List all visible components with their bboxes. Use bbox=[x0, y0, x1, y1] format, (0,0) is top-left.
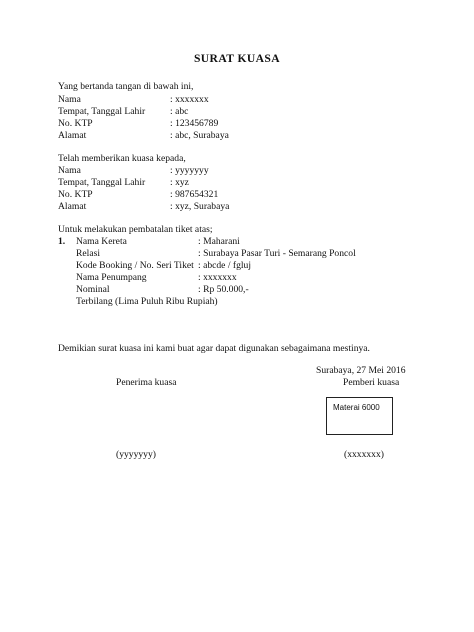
ticket-route-label: Relasi bbox=[76, 248, 100, 259]
grantor-birth-value: : abc bbox=[170, 106, 189, 117]
page-title: SURAT KUASA bbox=[193, 52, 281, 65]
ticket-train-label: Nama Kereta bbox=[76, 236, 127, 247]
intro-text: Yang bertanda tangan di bawah ini, bbox=[58, 81, 194, 92]
giver-name: (xxxxxxx) bbox=[344, 449, 384, 460]
grantor-name-value: : xxxxxxx bbox=[170, 94, 209, 105]
grantor-address-label: Alamat bbox=[58, 130, 87, 141]
ticket-booking-value: : abcde / fgluj bbox=[198, 260, 252, 271]
giver-label: Pemberi kuasa bbox=[343, 377, 400, 388]
stamp-box bbox=[326, 397, 393, 435]
purpose-text: Untuk melakukan pembatalan tiket atas; bbox=[58, 224, 213, 235]
ticket-amount-label: Nominal bbox=[76, 284, 110, 295]
item-number: 1. bbox=[58, 236, 66, 247]
grantor-ktp-value: : 123456789 bbox=[170, 118, 219, 129]
place-date: Surabaya, 27 Mei 2016 bbox=[316, 365, 406, 376]
amount-in-words: Terbilang (Lima Puluh Ribu Rupiah) bbox=[76, 296, 218, 307]
grantee-ktp-label: No. KTP bbox=[58, 189, 93, 200]
ticket-train-value: : Maharani bbox=[198, 236, 240, 247]
grantor-address-value: : abc, Surabaya bbox=[170, 130, 229, 141]
grantee-ktp-value: : 987654321 bbox=[170, 189, 219, 200]
recipient-label: Penerima kuasa bbox=[116, 377, 177, 388]
ticket-amount-value: : Rp 50.000,- bbox=[198, 284, 249, 295]
grantee-birth-label: Tempat, Tanggal Lahir bbox=[58, 177, 146, 188]
ticket-passenger-label: Nama Penumpang bbox=[76, 272, 147, 283]
grantor-ktp-label: No. KTP bbox=[58, 118, 93, 129]
closing-text: Demikian surat kuasa ini kami buat agar dapat digunakan sebagaimana mestinya. bbox=[58, 343, 370, 354]
stamp-text: Materai 6000 bbox=[333, 403, 380, 412]
grant-text: Telah memberikan kuasa kepada, bbox=[58, 153, 186, 164]
grantee-address-label: Alamat bbox=[58, 201, 87, 212]
grantee-name-value: : yyyyyyy bbox=[170, 165, 209, 176]
ticket-booking-label: Kode Booking / No. Seri Tiket bbox=[76, 260, 194, 271]
grantee-address-value: : xyz, Surabaya bbox=[170, 201, 230, 212]
grantor-name-label: Nama bbox=[58, 94, 81, 105]
grantee-birth-value: : xyz bbox=[170, 177, 189, 188]
ticket-route-value: : Surabaya Pasar Turi - Semarang Poncol bbox=[198, 248, 356, 259]
ticket-passenger-value: : xxxxxxx bbox=[198, 272, 237, 283]
grantor-birth-label: Tempat, Tanggal Lahir bbox=[58, 106, 146, 117]
grantee-name-label: Nama bbox=[58, 165, 81, 176]
recipient-name: (yyyyyyy) bbox=[116, 449, 156, 460]
